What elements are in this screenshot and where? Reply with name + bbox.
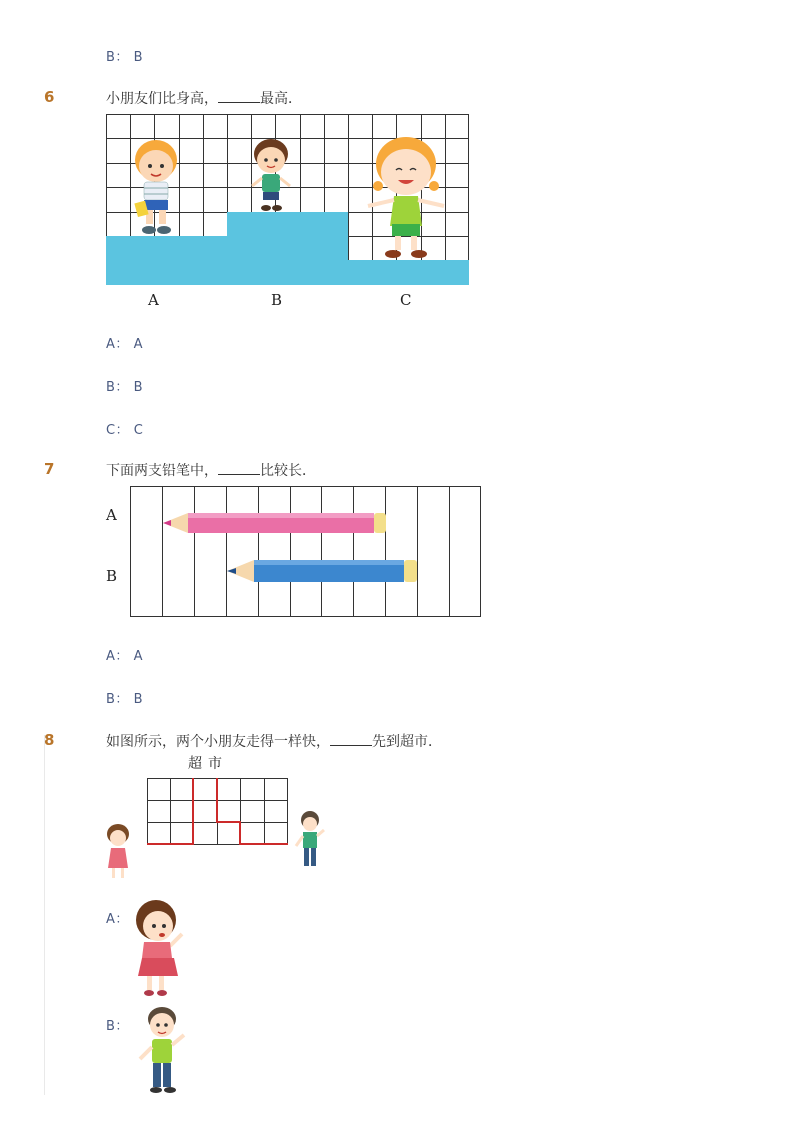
girl-picture[interactable] bbox=[130, 898, 192, 998]
option-b-q8[interactable] bbox=[106, 1015, 129, 1034]
option-b-q6[interactable] bbox=[106, 376, 143, 395]
pencil-comparison-figure bbox=[130, 486, 482, 618]
question-text-part: 如图所示，两个小朋友走得一样快， bbox=[106, 734, 330, 750]
option-text: C bbox=[133, 423, 144, 438]
option-sep: ： bbox=[115, 1019, 129, 1034]
option-text: A bbox=[133, 337, 143, 352]
question-text-part: 先到超市． bbox=[372, 734, 442, 750]
platform-c bbox=[348, 260, 469, 285]
supermarket-label: 超市 bbox=[188, 756, 228, 772]
boy-picture[interactable] bbox=[134, 1005, 194, 1097]
option-sep: ： bbox=[115, 692, 129, 707]
question-text-8 bbox=[106, 731, 442, 751]
option-letter: B bbox=[106, 380, 116, 395]
option-a-q8[interactable] bbox=[106, 908, 129, 927]
figure-label-b: B bbox=[271, 291, 283, 309]
option-sep: ： bbox=[115, 337, 129, 352]
pencil-b-picture bbox=[227, 560, 417, 582]
option-text: B bbox=[133, 692, 143, 707]
question-number-8: 8 bbox=[44, 731, 55, 749]
option-text: A bbox=[133, 649, 143, 664]
question-text-7 bbox=[106, 460, 316, 480]
boy-b-picture bbox=[252, 139, 290, 211]
pencil-label-a: A bbox=[106, 506, 117, 524]
option-c-q6[interactable] bbox=[106, 419, 143, 438]
option-sep: ： bbox=[115, 649, 129, 664]
question-number-7: 7 bbox=[44, 460, 55, 478]
question-text-part: 最高． bbox=[260, 91, 302, 107]
platform-b bbox=[227, 212, 348, 285]
small-boy-picture bbox=[296, 811, 324, 866]
option-letter: B bbox=[106, 1019, 116, 1034]
option-a-q6[interactable] bbox=[106, 333, 143, 352]
option-sep: ： bbox=[115, 912, 129, 927]
option-letter: C bbox=[106, 423, 116, 438]
answer-blank bbox=[218, 462, 260, 475]
option-sep: ： bbox=[115, 50, 129, 65]
option-a-q7[interactable] bbox=[106, 645, 143, 664]
option-b-q7[interactable] bbox=[106, 688, 143, 707]
option-letter: A bbox=[106, 649, 116, 664]
margin-divider bbox=[44, 735, 45, 1095]
small-girl-picture bbox=[107, 824, 129, 878]
option-letter: A bbox=[106, 912, 116, 927]
option-letter: B bbox=[106, 50, 116, 65]
question-text-6 bbox=[106, 88, 302, 108]
question-number-6: 6 bbox=[44, 88, 55, 106]
option-letter: A bbox=[106, 337, 116, 352]
route-figure bbox=[100, 776, 340, 886]
girl-c-picture bbox=[368, 137, 444, 258]
option-sep: ： bbox=[115, 380, 129, 395]
platform-a bbox=[106, 236, 227, 285]
figure-label-c: C bbox=[400, 291, 412, 309]
option-b-previous[interactable] bbox=[106, 46, 143, 65]
answer-blank bbox=[218, 90, 260, 103]
answer-blank bbox=[330, 733, 372, 746]
height-comparison-figure bbox=[106, 114, 470, 286]
option-letter: B bbox=[106, 692, 116, 707]
option-sep: ： bbox=[115, 423, 130, 438]
option-text: B bbox=[133, 380, 143, 395]
question-text-part: 比较长． bbox=[260, 463, 316, 479]
figure-label-a: A bbox=[148, 291, 159, 309]
pencil-label-b: B bbox=[106, 567, 118, 585]
option-text: B bbox=[133, 50, 143, 65]
question-text-part: 下面两支铅笔中， bbox=[106, 463, 218, 479]
question-text-part: 小朋友们比身高， bbox=[106, 91, 218, 107]
pencil-a-picture bbox=[163, 513, 386, 533]
